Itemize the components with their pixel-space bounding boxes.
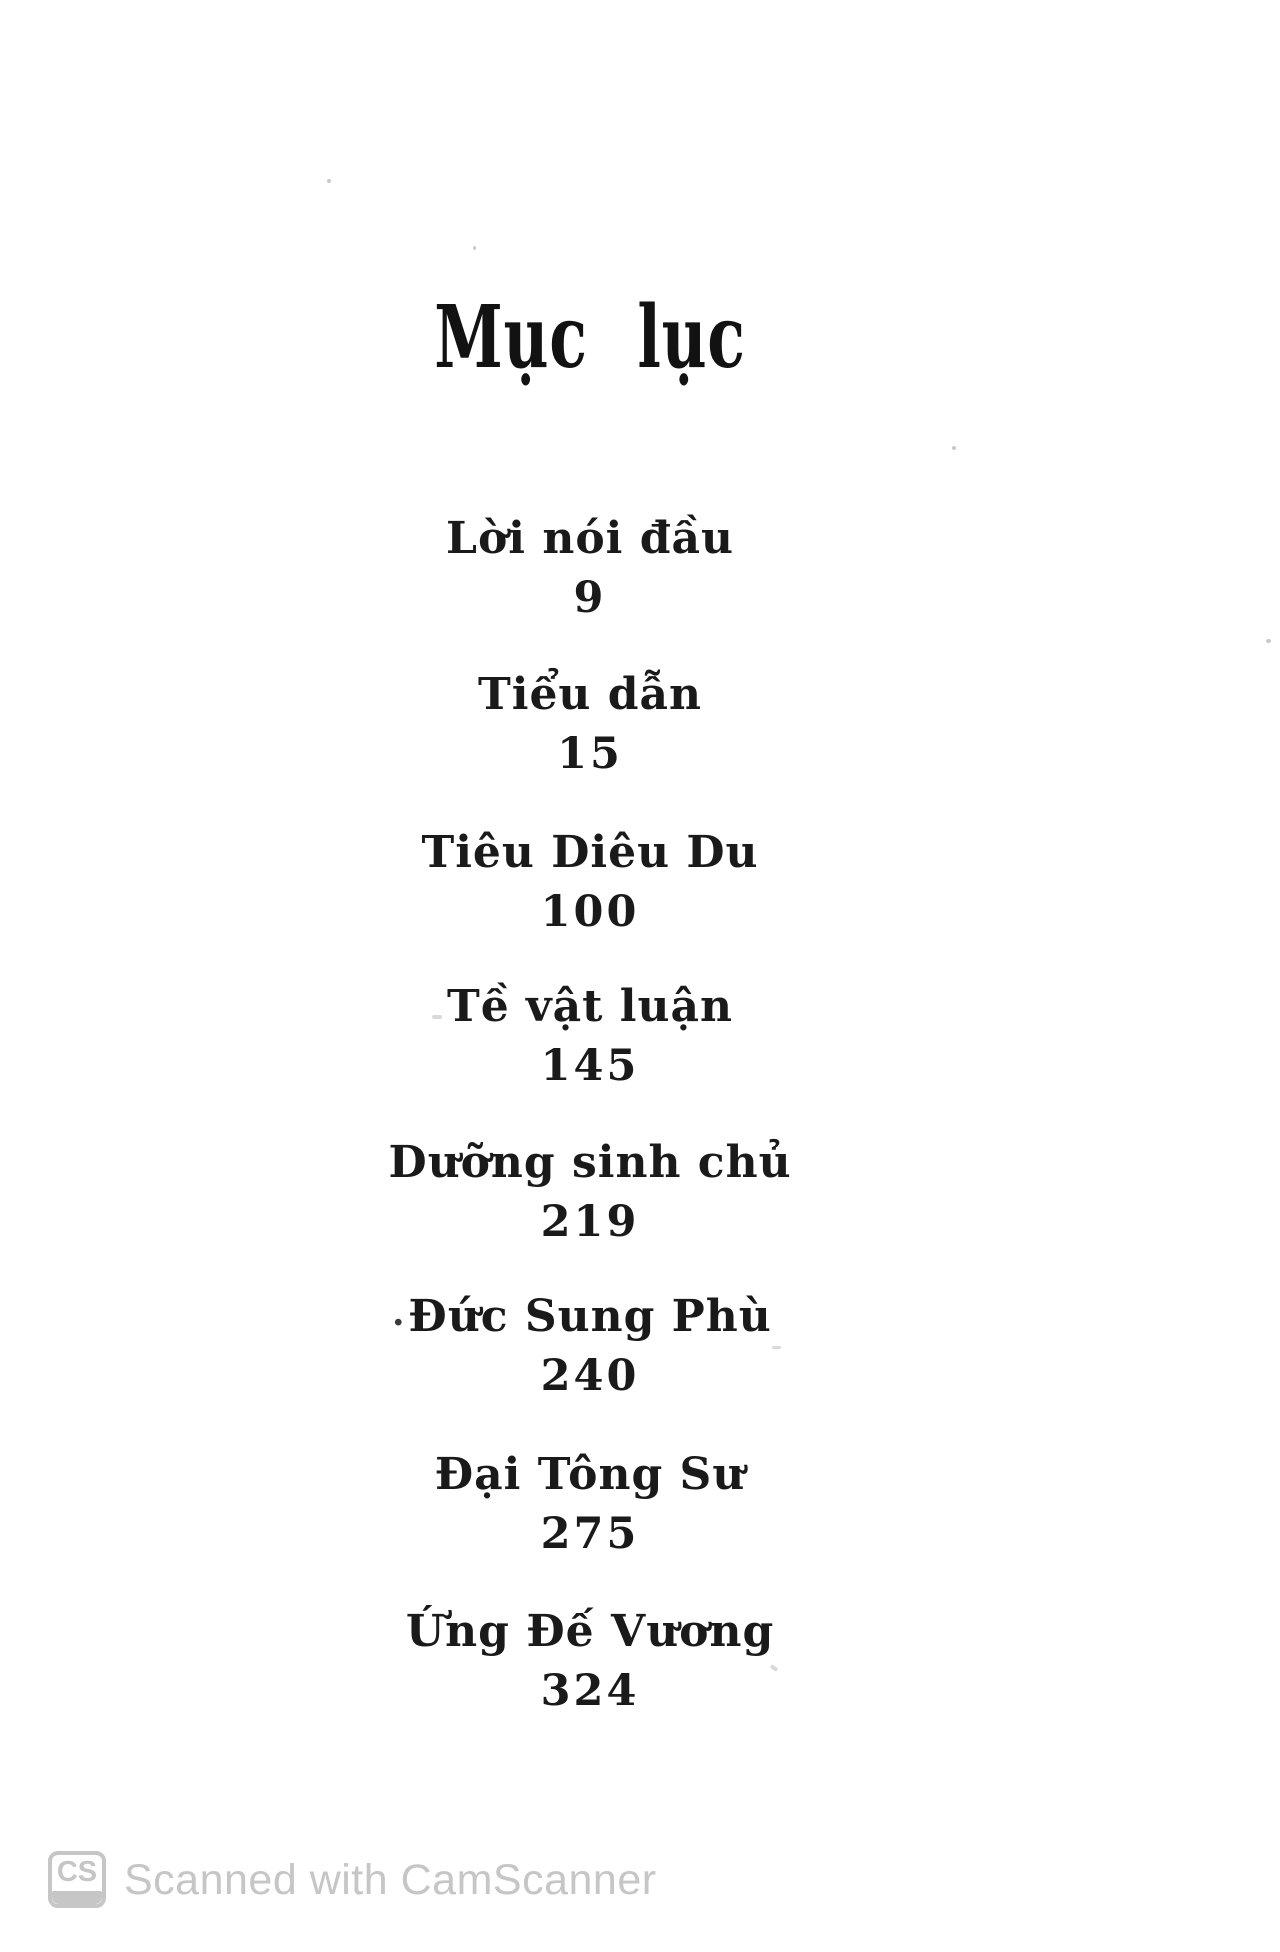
scan-speck: [1266, 639, 1271, 643]
scan-speck: [952, 446, 956, 450]
toc-entry: [0, 1136, 1180, 1246]
toc-entry-label: Tề vật luận: [447, 981, 733, 1032]
toc-entry-page: 9: [573, 573, 607, 623]
toc-entry-label: Lời nói đầu: [446, 513, 734, 564]
toc-entry: [0, 1605, 1180, 1715]
scan-smudge: [432, 1015, 442, 1019]
toc-entry-page: 219: [540, 1197, 640, 1247]
toc-entry: [0, 1448, 1180, 1558]
toc-entry-label: Tiểu dẫn: [477, 669, 703, 720]
toc-entry-page: 240: [540, 1351, 640, 1401]
toc-entry: [0, 668, 1180, 778]
toc-entry: [0, 980, 1180, 1090]
toc-entry-page: 145: [540, 1041, 640, 1091]
toc-entry-page: 275: [540, 1509, 640, 1559]
toc-entry: [0, 1290, 1180, 1400]
toc-entry-label: Đức Sung Phù: [408, 1291, 772, 1342]
camscanner-logo-text: CS: [56, 1856, 98, 1888]
camscanner-logo-icon: [48, 1851, 106, 1908]
toc-entry-label: Dưỡng sinh chủ: [388, 1137, 792, 1188]
toc-entry-page: 100: [540, 887, 640, 937]
watermark-text: Scanned with CamScanner: [124, 1856, 657, 1904]
toc-entry-label: Ứng Đế Vương: [405, 1606, 775, 1657]
scan-speck: [473, 246, 476, 250]
toc-entry-page: 15: [557, 729, 623, 779]
page-title: Mục lục: [434, 287, 746, 388]
toc-entry-page: 324: [540, 1666, 640, 1716]
camscanner-logo-band: [52, 1891, 102, 1904]
scan-smudge: [772, 1346, 781, 1349]
toc-entry-label: Đại Tông Sư: [434, 1449, 746, 1500]
toc-entry-label: Tiêu Diêu Du: [421, 827, 759, 878]
scan-artifact-comma: .: [392, 1292, 405, 1334]
toc-entry: [0, 512, 1180, 622]
toc-entry: [0, 826, 1180, 936]
scan-speck: [327, 179, 331, 183]
